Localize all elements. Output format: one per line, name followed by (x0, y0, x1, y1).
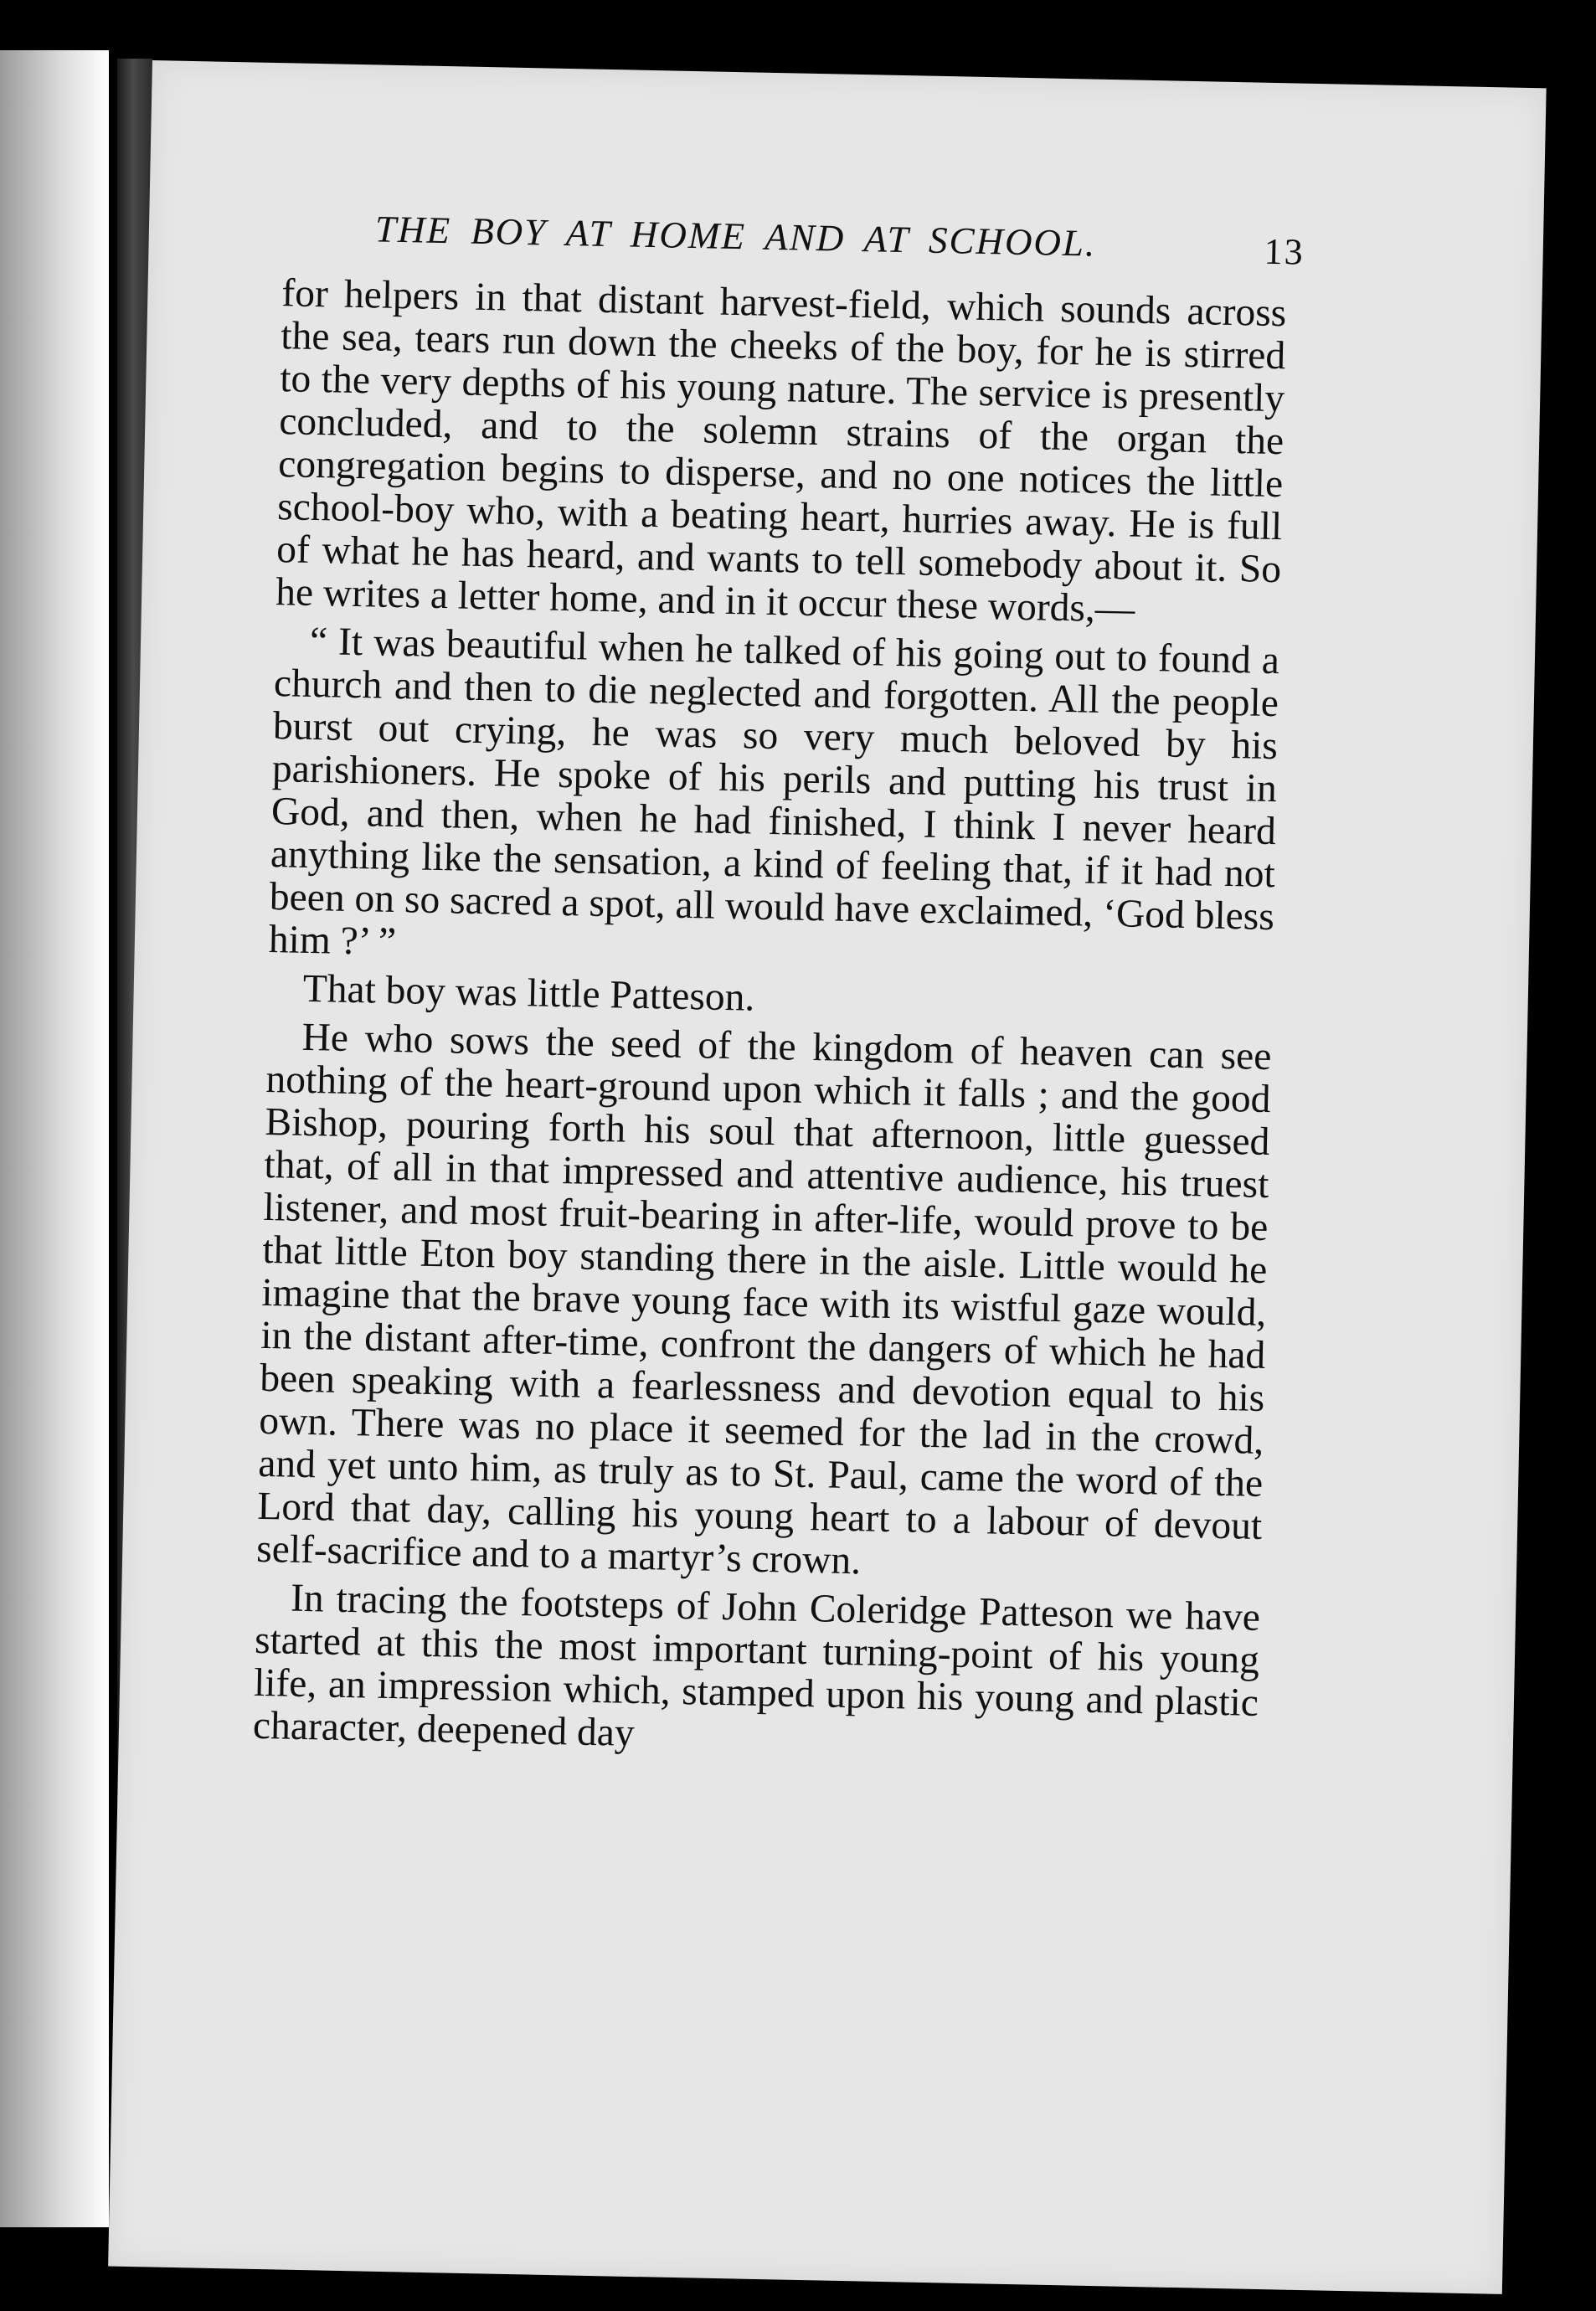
facing-page-edge (0, 50, 109, 2227)
body-text (253, 272, 1287, 1768)
paragraph: “ It was beautiful when he talked of his going out to found a church and then to die neglected and forgotten. All the people burst out crying, he was so very much beloved by his parishioners. He spoke of his perils and putting his trust in God, and then, when he had finished, I think I never heard anything like the sensation, a kind of feeling that, if it had not been on so sacred a spot, all would have exclaimed, ‘God bless him ?’ ” (268, 619, 1280, 965)
paragraph: for helpers in that distant harvest-field, which sounds across the sea, tears run down the cheeks of the boy, for he is stirred to the very depths of his young nature. The service is presently concluded, and to the solemn strains of the organ the congregation begins to disperse, and no one notices the little school-boy who, with a beating heart, hurries away. He is full of what he has heard, and wants to tell somebody about it. So he writes a letter home, and in it occur these words,— (275, 271, 1287, 631)
paragraph: He who sows the seed of the kingdom of heaven can see nothing of the heart-ground upon which it falls ; and the good Bishop, pouring forth his soul that afternoon, little guessed that, of all in that impressed and attentive audience, his truest listener, and most fruit-bearing in after-life, would prove to be that little Eton boy standing there in the aisle. Little would he imagine that the brave young face with its wistful gaze would, in the distant after-time, confront the dangers of which he had been speaking with a fearlessness and devotion equal to his own. There was no place it seemed for the lad in the crowd, and yet unto him, as truly as to St. Paul, came the word of the Lord that day, calling his young heart to a labour of devout self-sacrifice and to a martyr’s crown. (255, 1015, 1272, 1583)
book-page (108, 60, 1547, 2294)
paragraph: That boy was little Patteson. (302, 966, 755, 1020)
page-number: 13 (1264, 230, 1305, 273)
paragraph: In tracing the footsteps of John Coleridge Patteson we have started at this the most important turning-point of his young life, an impression which, stamped upon his young and plastic character, deepened day (252, 1576, 1261, 1755)
page-content (252, 205, 1305, 1768)
running-head-title: THE BOY AT HOME AND AT SCHOOL. (374, 208, 1097, 265)
